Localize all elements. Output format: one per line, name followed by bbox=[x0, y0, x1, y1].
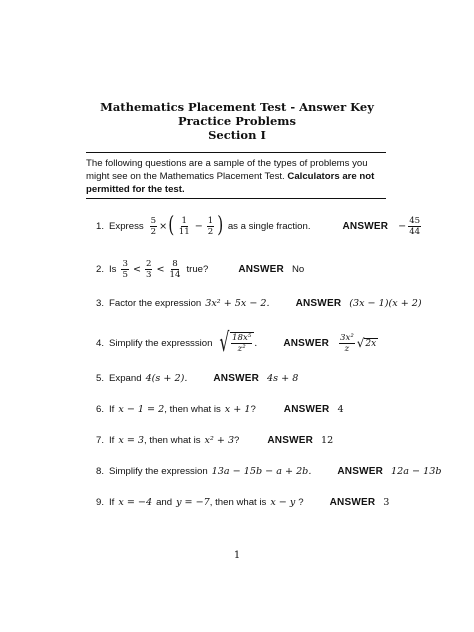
question-3 bbox=[96, 298, 422, 309]
question-number: 6. bbox=[96, 404, 105, 415]
question-5 bbox=[96, 373, 298, 384]
math-expression: 3x² + 5x − 2. bbox=[205, 298, 270, 309]
less-than-sign: < bbox=[132, 264, 141, 275]
answer-label: ANSWER bbox=[213, 373, 260, 384]
math-expression: x = −4 bbox=[118, 497, 153, 508]
period: . bbox=[254, 337, 258, 349]
bottom-rule bbox=[86, 198, 386, 199]
answer-value: 4s + 8 bbox=[267, 373, 299, 384]
section-title: Section I bbox=[208, 128, 266, 142]
fraction: $\frac{5}{2}$ bbox=[150, 215, 157, 237]
answer-value: 3 bbox=[383, 497, 390, 508]
fraction: $\frac{3}{5}$ bbox=[122, 259, 128, 280]
question-text: ? bbox=[234, 435, 240, 446]
answer-fraction: $\frac{\text{3x²}}{z}$ bbox=[340, 332, 354, 354]
answer-value: 12a − 13b bbox=[391, 466, 442, 477]
question-text: Factor the expression bbox=[109, 298, 202, 309]
answer-value: No bbox=[291, 264, 305, 275]
question-number: 8. bbox=[96, 466, 105, 477]
intro-text: The following questions are a sample of the types of problems you might see on the Mathematics Placement Test. bbox=[86, 158, 368, 182]
minus-sign: − bbox=[194, 220, 203, 232]
question-text: as a single fraction. bbox=[227, 220, 311, 232]
answer-label: ANSWER bbox=[295, 298, 342, 309]
question-text: ? bbox=[298, 497, 304, 508]
question-number: 5. bbox=[96, 373, 105, 384]
question-number: 1. bbox=[96, 220, 105, 232]
math-expression: y = −7 bbox=[176, 497, 210, 508]
question-text: and bbox=[156, 497, 173, 508]
question-4 bbox=[96, 330, 378, 356]
intro-bold-text: Calculators are not permitted for the test. bbox=[86, 170, 375, 195]
question-text: , then what is bbox=[164, 404, 221, 415]
fraction: $\frac{1}{11}$ bbox=[178, 215, 190, 237]
top-rule bbox=[86, 152, 386, 153]
answer-label: ANSWER bbox=[238, 264, 284, 275]
fraction: $\frac{2}{3}$ bbox=[146, 259, 152, 280]
answer-label: ANSWER bbox=[267, 435, 314, 446]
question-text: Is bbox=[109, 264, 117, 275]
times-sign: × bbox=[159, 220, 168, 232]
question-text: , then what is bbox=[209, 497, 267, 508]
answer-fraction: $\frac{45}{44}$ bbox=[409, 215, 421, 237]
page-subtitle: Practice Problems bbox=[178, 114, 296, 128]
math-expression: x² + 3 bbox=[204, 435, 235, 446]
question-text: true? bbox=[186, 264, 209, 275]
question-text: If bbox=[109, 435, 115, 446]
question-text: If bbox=[109, 497, 115, 508]
question-text: If bbox=[109, 404, 115, 415]
answer-label: ANSWER bbox=[283, 404, 330, 415]
question-number: 2. bbox=[96, 264, 105, 275]
intro-paragraph bbox=[86, 158, 388, 196]
less-than-sign: < bbox=[156, 264, 165, 275]
question-number: 9. bbox=[96, 497, 105, 508]
question-text: , then what is bbox=[144, 435, 201, 446]
answer-label: ANSWER bbox=[329, 497, 376, 508]
question-number: 7. bbox=[96, 435, 105, 446]
math-expression: 13a − 15b − a + 2b. bbox=[211, 466, 312, 477]
math-expression: x − y bbox=[270, 497, 296, 508]
question-2 bbox=[96, 259, 304, 280]
math-expression: x − 1 = 2 bbox=[118, 404, 165, 415]
question-text: Simplify the expression bbox=[109, 466, 208, 477]
fraction: $\frac{1}{2}$ bbox=[207, 215, 214, 237]
answer-value: 4 bbox=[337, 404, 344, 415]
fraction: $\frac{8}{14}$ bbox=[169, 259, 181, 280]
question-8 bbox=[96, 466, 441, 477]
question-6 bbox=[96, 404, 344, 415]
question-text: Expand bbox=[109, 373, 142, 384]
answer-label: ANSWER bbox=[342, 220, 389, 232]
answer-value: 12 bbox=[321, 435, 334, 446]
math-expression: x + 1 bbox=[224, 404, 251, 415]
question-text: ? bbox=[250, 404, 256, 415]
question-text: Express bbox=[109, 220, 144, 232]
question-number: 3. bbox=[96, 298, 105, 309]
question-1: 1. Express $\frac{5}{2}$ × ( $\frac{1}{11}$ − $\frac{1}{2}$ ) as a single fraction. ANSWER − $\frac{45}{44}$ bbox=[96, 213, 421, 238]
answer-square-root: √ 2x bbox=[356, 336, 377, 350]
page-number: 1 bbox=[233, 550, 241, 561]
answer-value: (3x − 1)(x + 2) bbox=[349, 298, 422, 309]
question-text: Simplify the expresssion bbox=[109, 337, 213, 349]
answer-sign: − bbox=[398, 220, 407, 232]
answer-label: ANSWER bbox=[283, 337, 329, 349]
question-number: 4. bbox=[96, 337, 105, 349]
question-9 bbox=[96, 497, 389, 508]
square-root: √ $\frac{\text{18x⁵}}{\text{z²}}$ bbox=[216, 330, 254, 356]
page-title: Mathematics Placement Test - Answer Key bbox=[100, 100, 374, 114]
answer-label: ANSWER bbox=[337, 466, 384, 477]
question-7 bbox=[96, 435, 333, 446]
math-expression: x = 3 bbox=[118, 435, 145, 446]
math-expression: 4(s + 2). bbox=[145, 373, 188, 384]
